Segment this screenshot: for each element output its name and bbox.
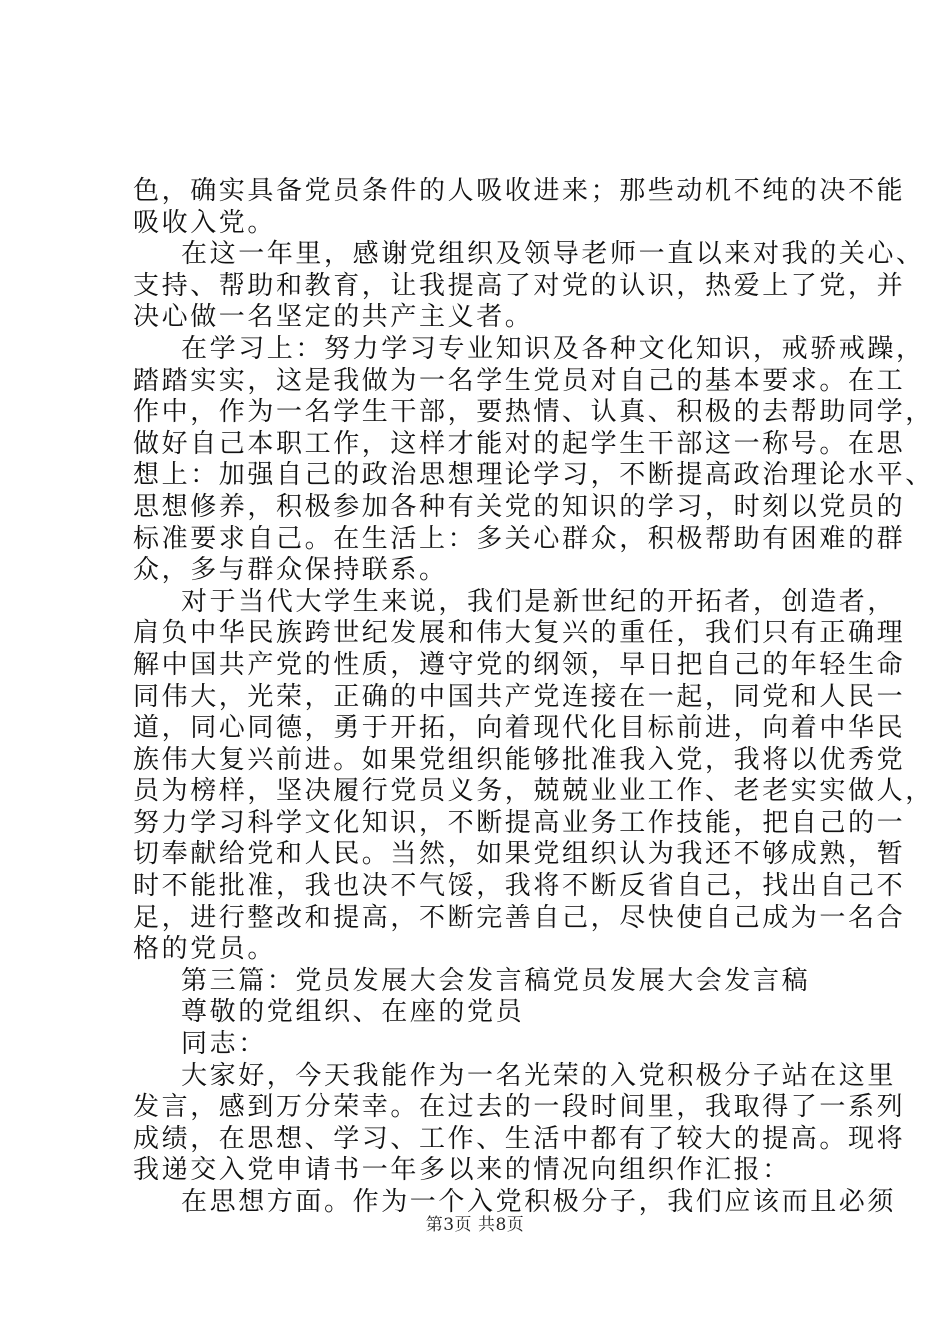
text-line: 吸收入党。 [133,207,277,238]
text-line: 格的党员。 [133,934,277,965]
text-line: 成绩，在思想、学习、工作、生活中都有了较大的提高。现将 [133,1123,906,1154]
text-line: 尊敬的党组织、在座的党员 [181,997,525,1028]
text-line: 足，进行整改和提高，不断完善自己，尽快使自己成为一名合 [133,902,906,933]
document-body [133,176,934,1219]
text-line: 同伟大，光荣，正确的中国共产党连接在一起，同党和人民一 [133,681,906,712]
text-line: 在思想方面。作为一个入党积极分子，我们应该而且必须 [181,1187,897,1217]
text-line: 对于当代大学生来说，我们是新世纪的开拓者，创造者， [181,586,897,617]
text-line: 标准要求自己。在生活上：多关心群众，积极帮助有困难的群 [133,523,906,554]
text-line: 作中，作为一名学生干部，要热情、认真、积极的去帮助同学， [133,397,934,428]
text-line: 决心做一名坚定的共产主义者。 [133,302,534,333]
text-line: 众，多与群众保持联系。 [133,555,448,586]
text-line: 员为榜样，坚决履行党员义务，兢兢业业工作、老老实实做人， [133,776,934,807]
text-line: 切奉献给党和人民。当然，如果党组织认为我还不够成熟，暂 [133,839,906,870]
text-line: 大家好，今天我能作为一名光荣的入党积极分子站在这里 [181,1060,897,1091]
text-line: 踏踏实实，这是我做为一名学生党员对自己的基本要求。在工 [133,365,906,396]
text-line: 肩负中华民族跨世纪发展和伟大复兴的重任，我们只有正确理 [133,618,906,649]
text-line: 支持、帮助和教育，让我提高了对党的认识，热爱上了党，并 [133,270,906,301]
text-line: 族伟大复兴前进。如果党组织能够批准我入党，我将以优秀党 [133,744,906,775]
text-line: 在学习上：努力学习专业知识及各种文化知识，戒骄戒躁， [181,333,925,364]
page-footer: 第3页 共8页 [425,1215,525,1235]
text-line: 做好自己本职工作，这样才能对的起学生干部这一称号。在思 [133,428,906,459]
text-line: 第三篇：党员发展大会发言稿党员发展大会发言稿 [181,965,811,996]
text-line: 在这一年里，感谢党组织及领导老师一直以来对我的关心、 [181,239,925,270]
text-line: 想上：加强自己的政治思想理论学习，不断提高政治理论水平、 [133,460,934,491]
text-line: 同志： [181,1029,267,1060]
text-line: 思想修养，积极参加各种有关党的知识的学习，时刻以党员的 [133,491,906,522]
text-line: 发言，感到万分荣幸。在过去的一段时间里，我取得了一系列 [133,1092,906,1123]
text-line: 色，确实具备党员条件的人吸收进来；那些动机不纯的决不能 [133,176,906,206]
text-line: 时不能批准，我也决不气馁，我将不断反省自己，找出自己不 [133,871,906,902]
text-line: 解中国共产党的性质，遵守党的纲领，早日把自己的年轻生命 [133,649,906,680]
text-line: 努力学习科学文化知识，不断提高业务工作技能，把自己的一 [133,807,906,838]
text-line: 我递交入党申请书一年多以来的情况向组织作汇报： [133,1155,791,1186]
text-line: 道，同心同德，勇于开拓，向着现代化目标前进，向着中华民 [133,713,906,744]
